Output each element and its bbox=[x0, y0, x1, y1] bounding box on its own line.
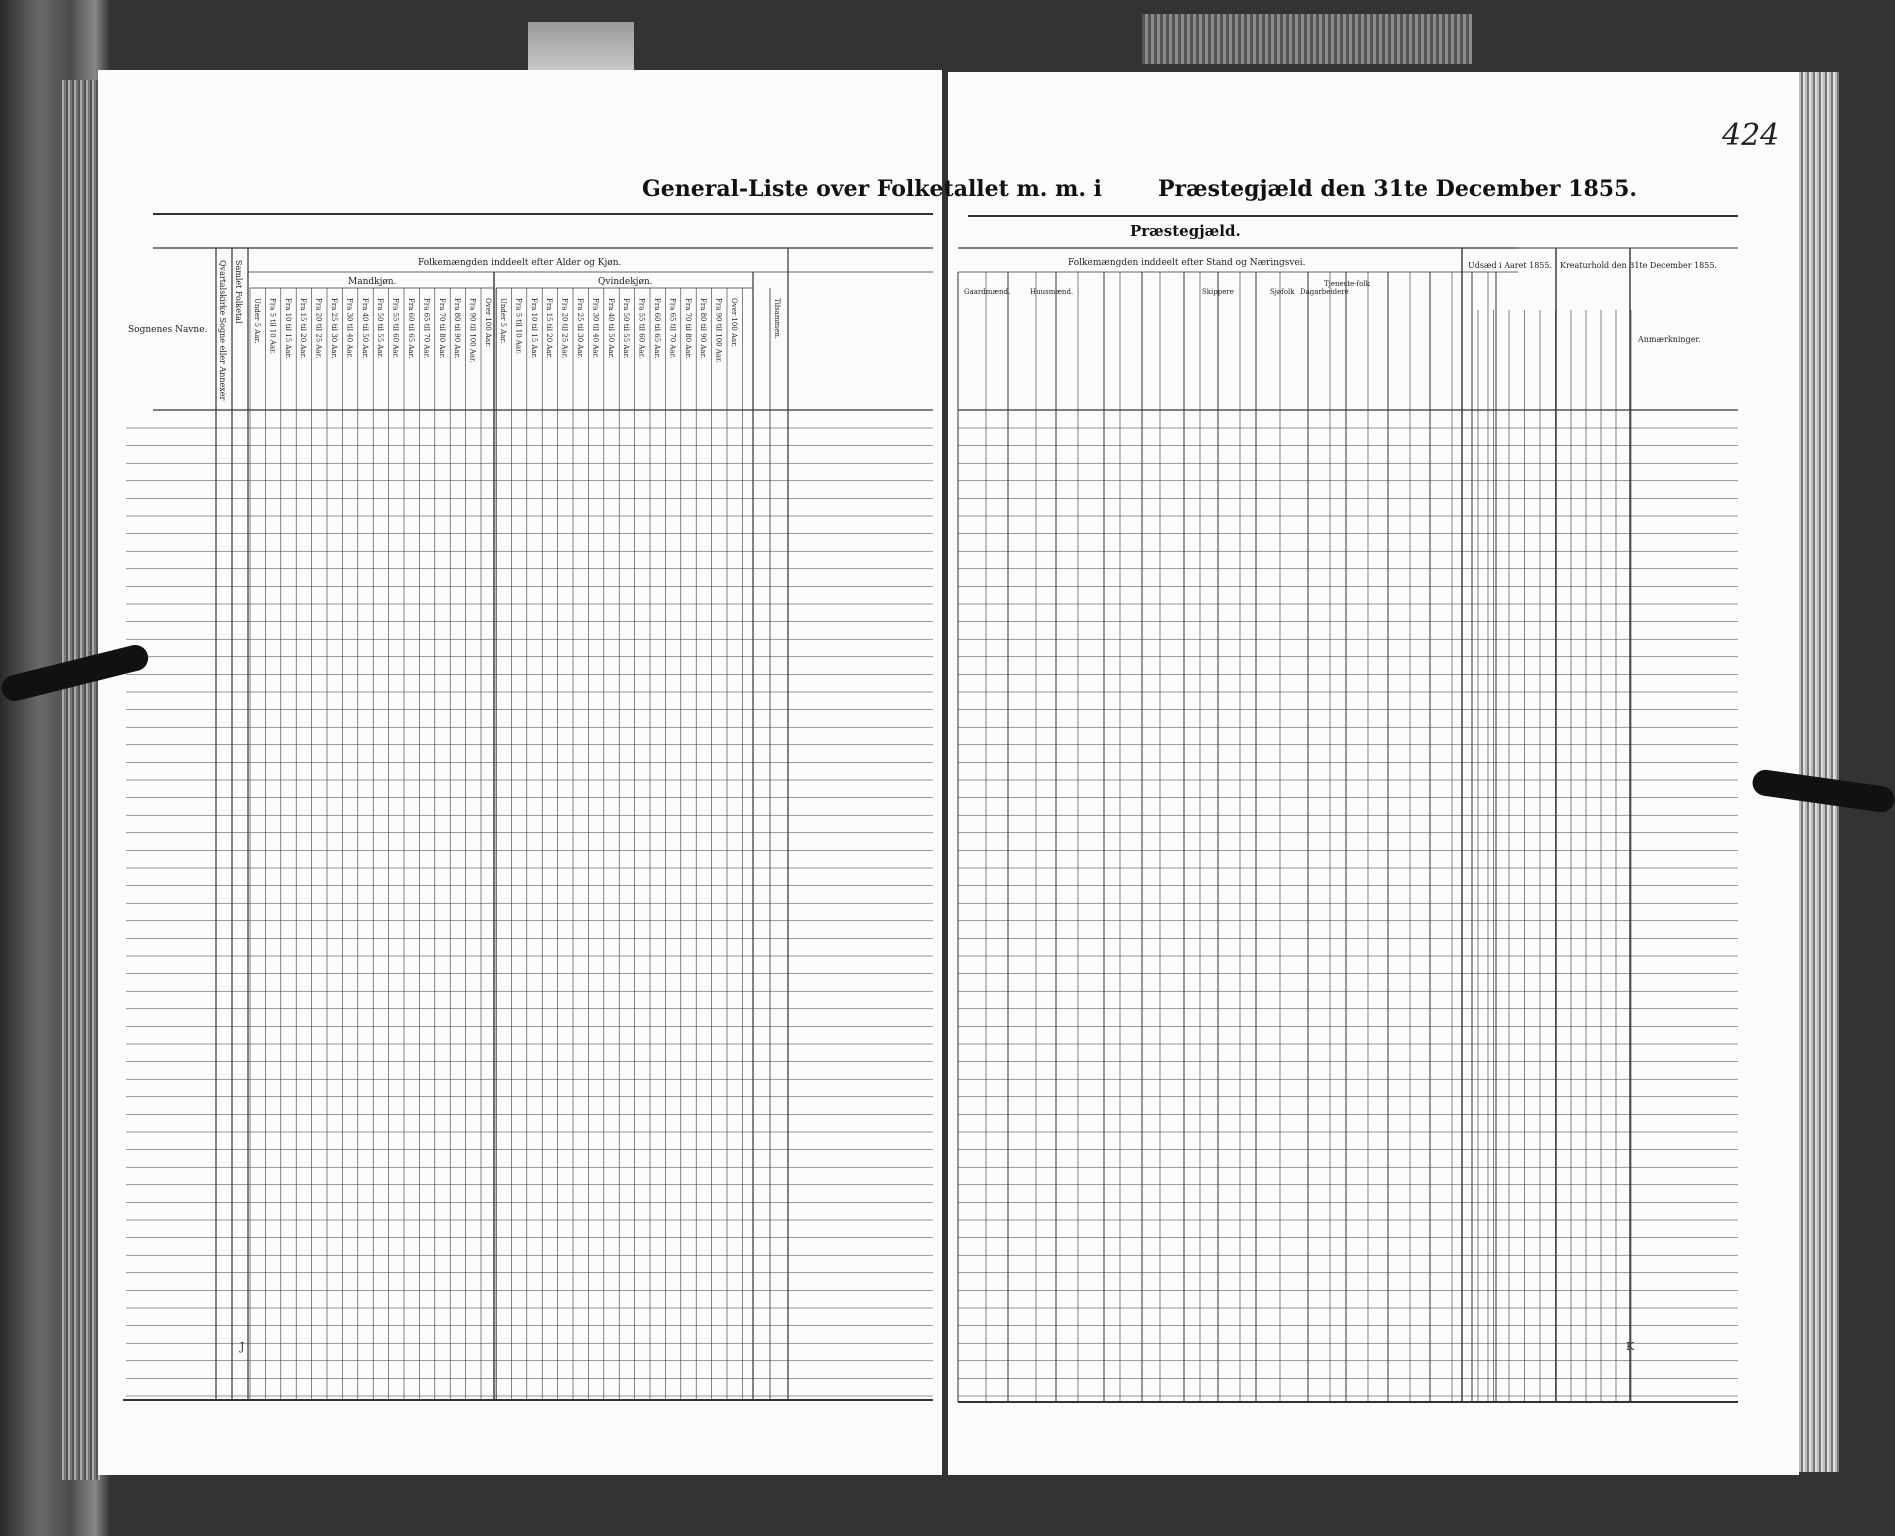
female-header: Qvindekjøn. bbox=[598, 277, 653, 287]
left-footer-mark: J bbox=[240, 1340, 245, 1353]
right-page bbox=[948, 72, 1799, 1475]
female-age-header-4: Fra 20 til 25 Aar. bbox=[560, 298, 569, 359]
male-age-header-13: Fra 80 til 90 Aar. bbox=[453, 298, 462, 359]
male-age-header-10: Fra 60 til 65 Aar. bbox=[407, 298, 415, 359]
female-age-header-1: Fra 5 til 10 Aar. bbox=[514, 298, 523, 354]
male-age-header-9: Fra 55 til 60 Aar. bbox=[391, 298, 400, 359]
right-form-grid bbox=[948, 72, 1799, 1475]
occupation-group-header: Folkemængden inddeelt efter Stand og Næringsvei. bbox=[1068, 258, 1306, 268]
female-age-header-11: Fra 65 til 70 Aar. bbox=[668, 298, 677, 359]
male-age-header-0: Under 5 Aar. bbox=[253, 298, 261, 344]
female-age-header-10: Fra 60 til 65 Aar. bbox=[653, 298, 661, 359]
right-page-edges bbox=[1799, 72, 1839, 1472]
remarks-header: Anmærkninger. bbox=[1638, 335, 1701, 344]
group-gaardmaend: Gaardmænd. bbox=[964, 288, 1011, 296]
male-age-header-3: Fra 15 til 20 Aar. bbox=[299, 298, 308, 359]
male-age-header-14: Fra 90 til 100 Aar. bbox=[468, 298, 477, 363]
left-page bbox=[98, 70, 942, 1475]
male-age-header-2: Fra 10 til 15 Aar. bbox=[283, 298, 292, 359]
male-age-header-6: Fra 30 til 40 Aar. bbox=[345, 298, 354, 359]
female-age-header-0: Under 5 Aar. bbox=[499, 298, 507, 344]
female-age-header-3: Fra 15 til 20 Aar. bbox=[545, 298, 554, 359]
right-title: Præstegjæld den 31te December 1855. bbox=[1158, 176, 1638, 202]
group-dagarbeidere: Dagarbeidere bbox=[1300, 288, 1349, 296]
group-huusmaend: Huusmænd. bbox=[1030, 288, 1074, 296]
male-age-header-15: Over 100 Aar. bbox=[484, 298, 492, 348]
female-age-header-14: Fra 90 til 100 Aar. bbox=[714, 298, 723, 363]
page-number: 424 bbox=[1722, 118, 1780, 153]
male-age-header-12: Fra 70 til 80 Aar. bbox=[437, 298, 446, 359]
female-age-header-9: Fra 55 til 60 Aar. bbox=[637, 298, 646, 359]
male-header: Mandkjøn. bbox=[348, 277, 397, 287]
female-age-header-2: Fra 10 til 15 Aar. bbox=[529, 298, 538, 359]
col-a-header: Qvartalskirke Sogne eller Annexer bbox=[218, 260, 227, 401]
udsaed-header: Udsæd i Aaret 1855. bbox=[1468, 261, 1553, 270]
left-page-edges bbox=[60, 80, 100, 1480]
kreatur-header: Kreaturhold den 31te December 1855. bbox=[1560, 261, 1717, 270]
male-age-header-11: Fra 65 til 70 Aar. bbox=[422, 298, 431, 359]
age-group-header: Folkemængden inddeelt efter Alder og Kjøn. bbox=[418, 258, 622, 268]
male-age-header-1: Fra 5 til 10 Aar. bbox=[268, 298, 277, 354]
female-age-header-6: Fra 30 til 40 Aar. bbox=[591, 298, 600, 359]
female-age-header-13: Fra 80 til 90 Aar. bbox=[699, 298, 708, 359]
col-b-header: Samlet Folketal bbox=[234, 260, 243, 324]
female-age-header-7: Fra 40 til 50 Aar. bbox=[606, 298, 615, 359]
left-form-grid bbox=[98, 70, 942, 1475]
right-subheading: Præstegjæld. bbox=[1130, 222, 1241, 240]
group-tjenestefolk: Tjeneste-folk bbox=[1324, 280, 1370, 288]
group-sjofolk: Sjøfolk bbox=[1270, 288, 1295, 296]
female-age-header-5: Fra 25 til 30 Aar. bbox=[576, 298, 584, 359]
row-label-header: Sognenes Navne. bbox=[128, 325, 208, 335]
female-age-header-8: Fra 50 til 55 Aar. bbox=[622, 298, 631, 359]
female-total-header: Tilsammen. bbox=[773, 298, 781, 340]
left-title: General-Liste over Folketallet m. m. i bbox=[642, 176, 1103, 202]
female-age-header-12: Fra 70 til 80 Aar. bbox=[683, 298, 692, 359]
group-skippere: Skippere bbox=[1202, 288, 1234, 296]
male-age-header-5: Fra 25 til 30 Aar. bbox=[330, 298, 338, 359]
male-age-header-4: Fra 20 til 25 Aar. bbox=[314, 298, 323, 359]
male-age-header-8: Fra 50 til 55 Aar. bbox=[376, 298, 385, 359]
right-footer-mark: K bbox=[1626, 1340, 1635, 1353]
male-age-header-7: Fra 40 til 50 Aar. bbox=[360, 298, 369, 359]
female-age-header-15: Over 100 Aar. bbox=[730, 298, 738, 348]
spine-strip bbox=[1142, 14, 1472, 64]
